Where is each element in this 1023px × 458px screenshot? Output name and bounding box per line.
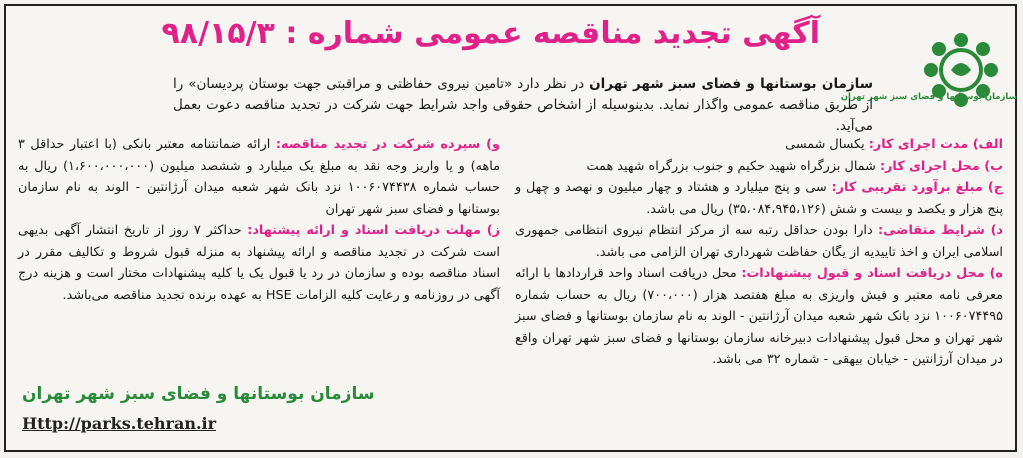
left-column — [18, 134, 500, 306]
section-body: سی و پنج میلیارد و هشتاد و چهار میلیون و نهصد و چهل و پنج هزار و یکصد و بیست و شش (۳۵،۰۸۴،۹۴۵،۱۲۶) ریال می باشد. — [515, 180, 1003, 217]
logo-caption: سازمان بوستانها و فضای سبز شهر تهران — [840, 92, 1017, 102]
section-body: یکسال شمسی — [785, 137, 865, 152]
section-location — [515, 156, 1003, 178]
section-conditions — [515, 220, 1003, 263]
parks-logo-icon — [911, 32, 1011, 122]
section-heading: ج) مبلغ برآورد تقریبی کار: — [831, 180, 1003, 195]
section-body: شمال بزرگراه شهید حکیم و جنوب بزرگراه شهید همت — [586, 158, 876, 174]
right-column — [515, 134, 1003, 371]
footer-website-link[interactable]: Http://parks.tehran.ir — [22, 414, 217, 433]
title-main: آگهی تجدید مناقصه عمومی — [414, 16, 820, 51]
footer-org-name: سازمان بوستانها و فضای سبز شهر تهران — [22, 384, 375, 404]
section-body: دارا بودن حداقل رتبه سه از مرکز انتظام نیروی انتظامی جمهوری اسلامی ایران و اخذ تاییدیه از یگان حفاظت شهرداری تهران الزامی می باشد. — [515, 223, 1003, 260]
section-body: محل دریافت اسناد واحد قراردادها با ارائه معرفی نامه معتبر و فیش واریزی به مبلغ هفتصد هزار (۷۰۰،۰۰۰) ریال به حساب شماره ۱۰۰۶۰۷۴۴۹۵ نزد بانک شهر شعبه میدان آرژانتین - الوند به نام سازمان بوستانها و فضای سبز شهر تهران و محل قبول پیشنهادات دبیرخانه سازمان بوستانها و فضای سبز شهر تهران واقع در میدان آرژانتین - خیابان بیهقی - شماره ۳۲ می باشد. — [515, 266, 1003, 367]
intro-paragraph — [173, 74, 873, 137]
title-number: شماره : ۹۸/۱۵/۳ — [161, 16, 404, 51]
section-estimate — [515, 177, 1003, 220]
section-heading: ه) محل دریافت اسناد و قبول پیشنهادات: — [741, 266, 1003, 281]
section-deposit — [18, 134, 500, 220]
notice-title — [161, 14, 820, 54]
section-deadline — [18, 220, 500, 306]
intro-org: سازمان بوستانها و فضای سبز شهر تهران — [589, 76, 873, 92]
section-heading: و) سپرده شرکت در تجدید مناقصه: — [275, 137, 500, 152]
section-body: حداکثر ۷ روز از تاریخ انتشار آگهی بدیهی است شرکت در تجدید مناقصه و ارائه پیشنهاد به منزله قبول شروط و تکالیف مقرر در اسناد مناقصه بوده و سازمان در رد یا قبول یک یا کلیه پیشنهادات مختار است و هزینه درج آگهی در روزنامه و رعایت کلیه الزامات HSE به عهده برنده تجدید مناقصه می‌باشد. — [18, 223, 500, 303]
section-documents-place — [515, 263, 1003, 371]
section-heading: د) شرایط متقاضی: — [878, 223, 1004, 238]
section-heading: ب) محل اجرای کار: — [879, 158, 1003, 174]
section-heading: الف) مدت اجرای کار: — [868, 137, 1003, 152]
intro-text: در نظر دارد «تامین نیروی حفاظتی و مراقبتی جهت بوستان پردیسان» را از طریق مناقصه عمومی واگذار نماید. بدینوسیله از اشخاص حقوقی واجد شرایط جهت شرکت در تجدید مناقصه دعوت بعمل می‌آید. — [173, 76, 873, 134]
section-heading: ز) مهلت دریافت اسناد و ارائه پیشنهاد: — [247, 223, 501, 238]
section-body: ارائه ضمانتنامه معتبر بانکی (با اعتبار حداقل ۳ ماهه) و یا واریز وجه نقد به مبلغ یک میلیارد و ششصد میلیون (۱،۶۰۰،۰۰۰،۰۰۰) ریال به حساب شماره ۱۰۰۶۰۷۴۴۳۸ نزد بانک شهر شعبه میدان آرژانتین - الوند به نام سازمان بوستانها و فضای سبز شهر تهران — [18, 137, 500, 217]
section-duration — [515, 134, 1003, 156]
